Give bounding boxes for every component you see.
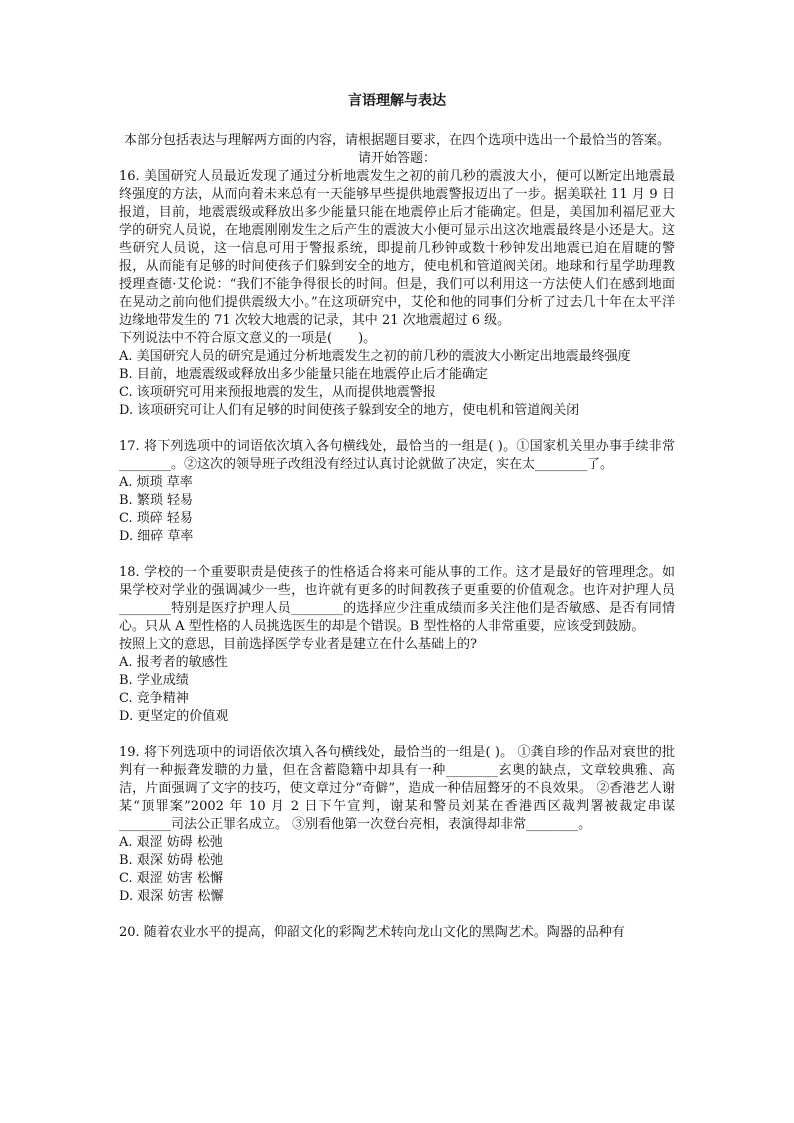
- option-d: D. 细碎 草率: [119, 529, 194, 544]
- question-stem: 18. 学校的一个重要职责是使孩子的性格适合将来可能从事的工作。这才是最好的管理理念。如果学校对学业的强调减少一些，也许就有更多的时间教孩子更重要的价值观念。也许对护理人员________特别是医疗护理人员________的选择应少注重成绩而多关注他们是否敏感、是否有同情心。只从 A 型性格的人员挑选医生的却是个错误。B 型性格的人非常重要，应该受到鼓励。: [119, 565, 675, 634]
- option-d: D. 该项研究可让人们有足够的时间使孩子躲到安全的地方，使电机和管道阀关闭: [119, 403, 580, 418]
- option-b: B. 目前，地震震级或释放出多少能量只能在地震停止后才能确定: [119, 367, 488, 382]
- question-stem: 19. 将下列选项中的词语依次填入各句横线处，最恰当的一组是( )。 ①龚自珍的作品对衰世的批判有一种振聋发聩的力量，但在含蓄隐籍中却具有一种________玄奥的缺点，文章较典雅、高洁，片面强调了文字的技巧，使文章过分“奇僻”，造成一种佶屈聱牙的不良效果。 ②香港艺人谢某“顶罪案”2002 年 10 月 2 日下午宣判，谢某和警员刘某在香港西区裁判署被裁定串谋________司法公正罪名成立。 ③别看他第一次登台亮相，表演得却非常________。: [119, 745, 675, 832]
- option-c: C. 艰涩 妨害 松懈: [119, 871, 224, 886]
- option-b: B. 繁琐 轻易: [119, 493, 193, 508]
- question-17: [119, 438, 675, 546]
- option-d: D. 更坚定的价值观: [119, 709, 229, 724]
- question-20: [119, 924, 675, 942]
- spacer: [119, 546, 675, 564]
- option-a: A. 艰涩 妨碍 松弛: [119, 835, 223, 850]
- option-c: C. 该项研究可用来预报地震的发生，从而提供地震警报: [119, 385, 436, 400]
- option-c: C. 琐碎 轻易: [119, 511, 193, 526]
- document-page: [119, 92, 675, 942]
- spacer: [119, 906, 675, 924]
- spacer: [119, 726, 675, 744]
- section-intro: 本部分包括表达与理解两方面的内容，请根据题目要求，在四个选项中选出一个最恰当的答案。请开始答题：: [123, 133, 670, 166]
- option-d: D. 艰深 妨害 松懈: [119, 889, 224, 904]
- question-19: [119, 744, 675, 906]
- question-stem: 16. 美国研究人员最近发现了通过分析地震发生之初的前几秒的震波大小，便可以断定出地震最终强度的方法，从而向着未来总有一天能够早些提供地震警报迈出了一步。据美联社 11 月 9 日报道，目前，地震震级或释放出多少能量只能在地震停止后才能确定。但是，美国加利福尼亚大学的研究人员说，在地震刚刚发生之后产生的震波大小便可显示出这次地震最终是小还是大。这些研究人员说，这一信息可用于警报系统，即提前几秒钟或数十秒钟发出地震已迫在眉睫的警报，从而能有足够的时间使孩子们躲到安全的地方，使电机和管道阀关闭。地球和行星学助理教授理查德·艾伦说：“我们不能争得很长的时间。但是，我们可以利用这一方法使人们在感到地面在晃动之前向他们提供震级大小。”在这项研究中，艾伦和他的同事们分析了过去几十年在太平洋边缘地带发生的 71 次较大地震的记录，其中 21 次地震超过 6 级。: [119, 169, 675, 328]
- question-stem: 20. 随着农业水平的提高，仰韶文化的彩陶艺术转向龙山文化的黑陶艺术。陶器的品种有: [119, 925, 625, 940]
- option-a: A. 烦琐 草率: [119, 475, 193, 490]
- question-prompt: 下列说法中不符合原文意义的一项是( )。: [119, 331, 377, 346]
- option-b: B. 艰深 妨碍 松弛: [119, 853, 224, 868]
- spacer: [119, 420, 675, 438]
- section-title: 言语理解与表达: [348, 93, 446, 109]
- option-a: A. 报考者的敏感性: [119, 655, 228, 670]
- question-prompt: 按照上文的意思，目前选择医学专业者是建立在什么基础上的?: [119, 637, 477, 652]
- option-b: B. 学业成绩: [119, 673, 189, 688]
- option-a: A. 美国研究人员的研究是通过分析地震发生之初的前几秒的震波大小断定出地震最终强度: [119, 349, 631, 364]
- question-16: [119, 168, 675, 420]
- option-c: C. 竞争精神: [119, 691, 189, 706]
- question-18: [119, 564, 675, 726]
- question-stem: 17. 将下列选项中的词语依次填入各句横线处，最恰当的一组是( )。①国家机关里办事手续非常________。②这次的领导班子改组没有经过认真讨论就做了决定，实在太________了。: [119, 439, 675, 472]
